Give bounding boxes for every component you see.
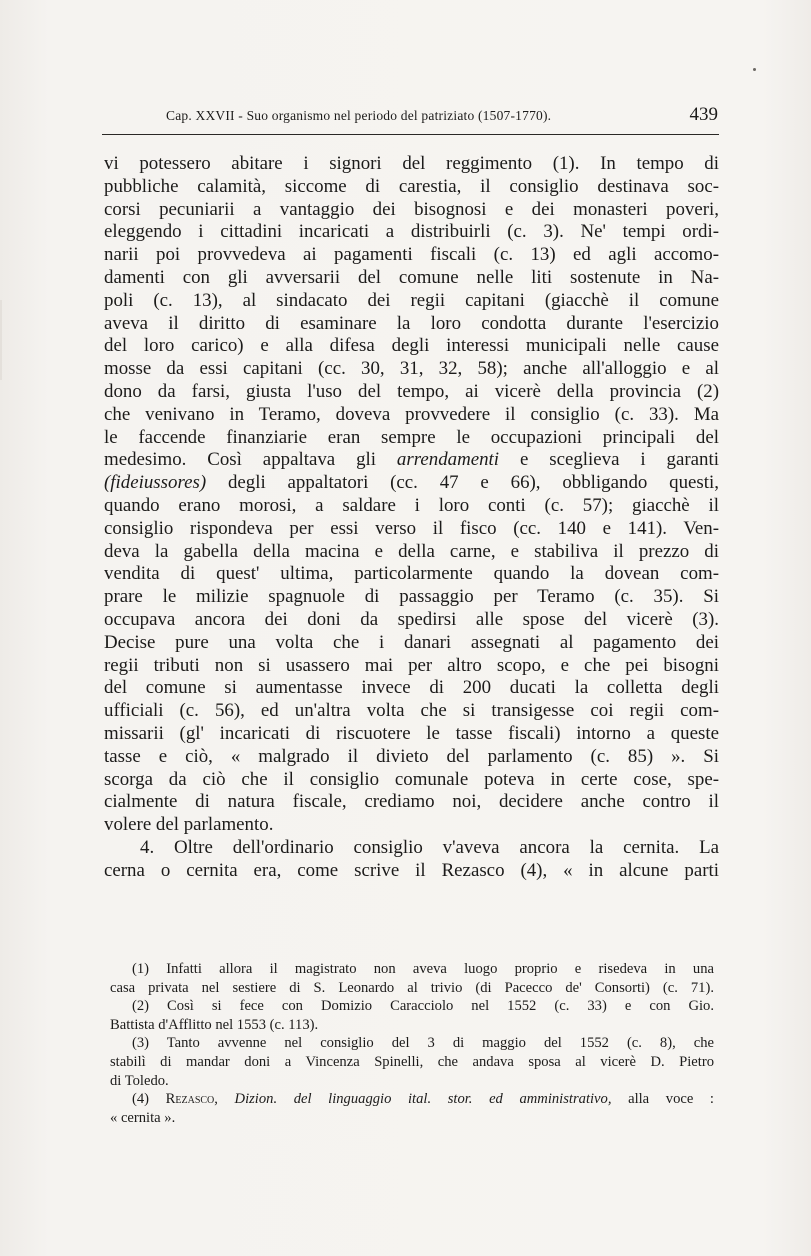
footnote-4 — [110, 1090, 714, 1109]
text-line: regii tributi non si usassero mai per altro scopo, e che pei bisogni — [104, 654, 719, 676]
main-text — [104, 153, 719, 883]
text-line: missarii (gl' incaricati di riscuotere le tasse fiscali) intorno a queste — [104, 722, 719, 744]
text-line: narii poi provvedeva ai pagamenti fiscali (c. 13) ed agli accomo- — [104, 244, 719, 266]
running-head — [100, 104, 720, 132]
text-line: eleggendo i cittadini incaricati a distribuirli (c. 3). Ne' tempi ordi- — [104, 221, 719, 243]
footnotes — [110, 960, 714, 1127]
text-line: aveva il diritto di esaminare la loro condotta durante l'esercizio — [104, 312, 719, 334]
text-line: (fideiussores) degli appaltatori (cc. 47 e 66), obbligando questi, — [104, 472, 719, 494]
text-line: scorga da ciò che il consiglio comunale poteva in certe cose, spe- — [104, 768, 719, 790]
header-rule — [102, 134, 719, 135]
footnote-4-work: Dizion. del linguaggio ital. stor. ed amministrativo, — [234, 1091, 612, 1108]
italic-term: (fideiussores) — [104, 472, 207, 494]
footnote-4-rest: alla voce : — [628, 1091, 714, 1108]
footnote-4-author: Rezasco, — [165, 1091, 218, 1108]
footnote-2-cont: Battista d'Afflitto nel 1553 (c. 113). — [110, 1016, 319, 1033]
text-line: consiglio rispondeva per essi verso il fisco (cc. 140 e 141). Ven- — [104, 517, 719, 539]
section-4-start: 4. Oltre dell'ordinario consiglio v'aveva ancora la cernita. La — [140, 836, 719, 858]
text-line: poli (c. 13), al sindacato dei regii capitani (giacchè il comune — [104, 289, 719, 311]
text-line: mosse da essi capitani (cc. 30, 31, 32, 58); anche all'alloggio e al — [104, 358, 719, 380]
footnote-2: (2) Così si fece con Domizio Caracciolo nel 1552 (c. 33) e con Gio. — [132, 998, 714, 1015]
footnote-3-cont: stabilì di mandar doni a Vincenza Spinelli, che andava sposa al vicerè D. Pietro — [110, 1053, 714, 1070]
text-line: prare le milizie spagnuole di passaggio per Teramo (c. 35). Si — [104, 586, 719, 608]
text-line: medesimo. Così appaltava gli arrendamenti e sceglieva i garanti — [104, 449, 719, 471]
text-line: del loro carico) e alla difesa degli interessi municipali nelle cause — [104, 335, 719, 357]
text-line: pubbliche calamità, siccome di carestia, il consiglio destinava soc- — [104, 175, 719, 197]
text-line: Decise pure una volta che i danari assegnati al pagamento dei — [104, 631, 719, 653]
text-line: quando erano morosi, a saldare i loro conti (c. 57); giacchè il — [104, 494, 719, 516]
text-line: corsi pecuniarii a vantaggio dei bisognosi e dei monasteri poveri, — [104, 198, 719, 220]
text-line: damenti con gli avversarii del comune nelle liti sostenute in Na- — [104, 266, 719, 288]
footnote-4-number: (4) — [132, 1091, 150, 1108]
footnote-1: (1) Infatti allora il magistrato non aveva luogo proprio e risedeva in una — [132, 961, 714, 977]
running-title: Cap. XXVII - Suo organismo nel periodo del patriziato (1507-1770). — [166, 108, 552, 123]
page-number: 439 — [689, 104, 718, 125]
italic-term: arrendamenti — [396, 449, 500, 471]
text-line: che venivano in Teramo, doveva provvedere il consiglio (c. 33). Ma — [104, 403, 719, 425]
text-line: le faccende finanziarie eran sempre le occupazioni principali del — [104, 426, 719, 448]
text-line: tasse e ciò, « malgrado il divieto del parlamento (c. 85) ». Si — [104, 745, 719, 767]
text-line: volere del parlamento. — [104, 814, 274, 836]
text-line: ufficiali (c. 56), ed un'altra volta che si transigesse coi regii com- — [104, 700, 719, 722]
print-speck — [753, 68, 756, 71]
text-line: dono da farsi, giusta l'uso del tempo, ai vicerè della provincia (2) — [104, 380, 719, 402]
text-line: del comune si aumentasse invece di 200 ducati la colletta degli — [104, 677, 719, 699]
page-edge-shadow — [0, 300, 2, 380]
text-line: deva la gabella della macina e della carne, e stabiliva il prezzo di — [104, 540, 719, 562]
text-line: cialmente di natura fiscale, crediamo noi, decidere anche contro il — [104, 791, 719, 813]
footnote-3-end: di Toledo. — [110, 1072, 169, 1089]
text-line: cerna o cernita era, come scrive il Rezasco (4), « in alcune parti — [104, 859, 719, 881]
footnote-1-cont: casa privata nel sestiere di S. Leonardo al trivio (di Pacecco de' Consorti) (c. 71). — [110, 979, 714, 996]
footnote-4-cont: « cernita ». — [110, 1109, 176, 1126]
text-line: occupava ancora dei doni da spedirsi alle spose del vicerè (3). — [104, 608, 719, 630]
text-line: vi potessero abitare i signori del reggimento (1). In tempo di — [104, 153, 719, 174]
footnote-3: (3) Tanto avvenne nel consiglio del 3 di maggio del 1552 (c. 8), che — [132, 1035, 714, 1052]
text-line: vendita di quest' ultima, particolarmente quando la dovean com- — [104, 563, 719, 585]
